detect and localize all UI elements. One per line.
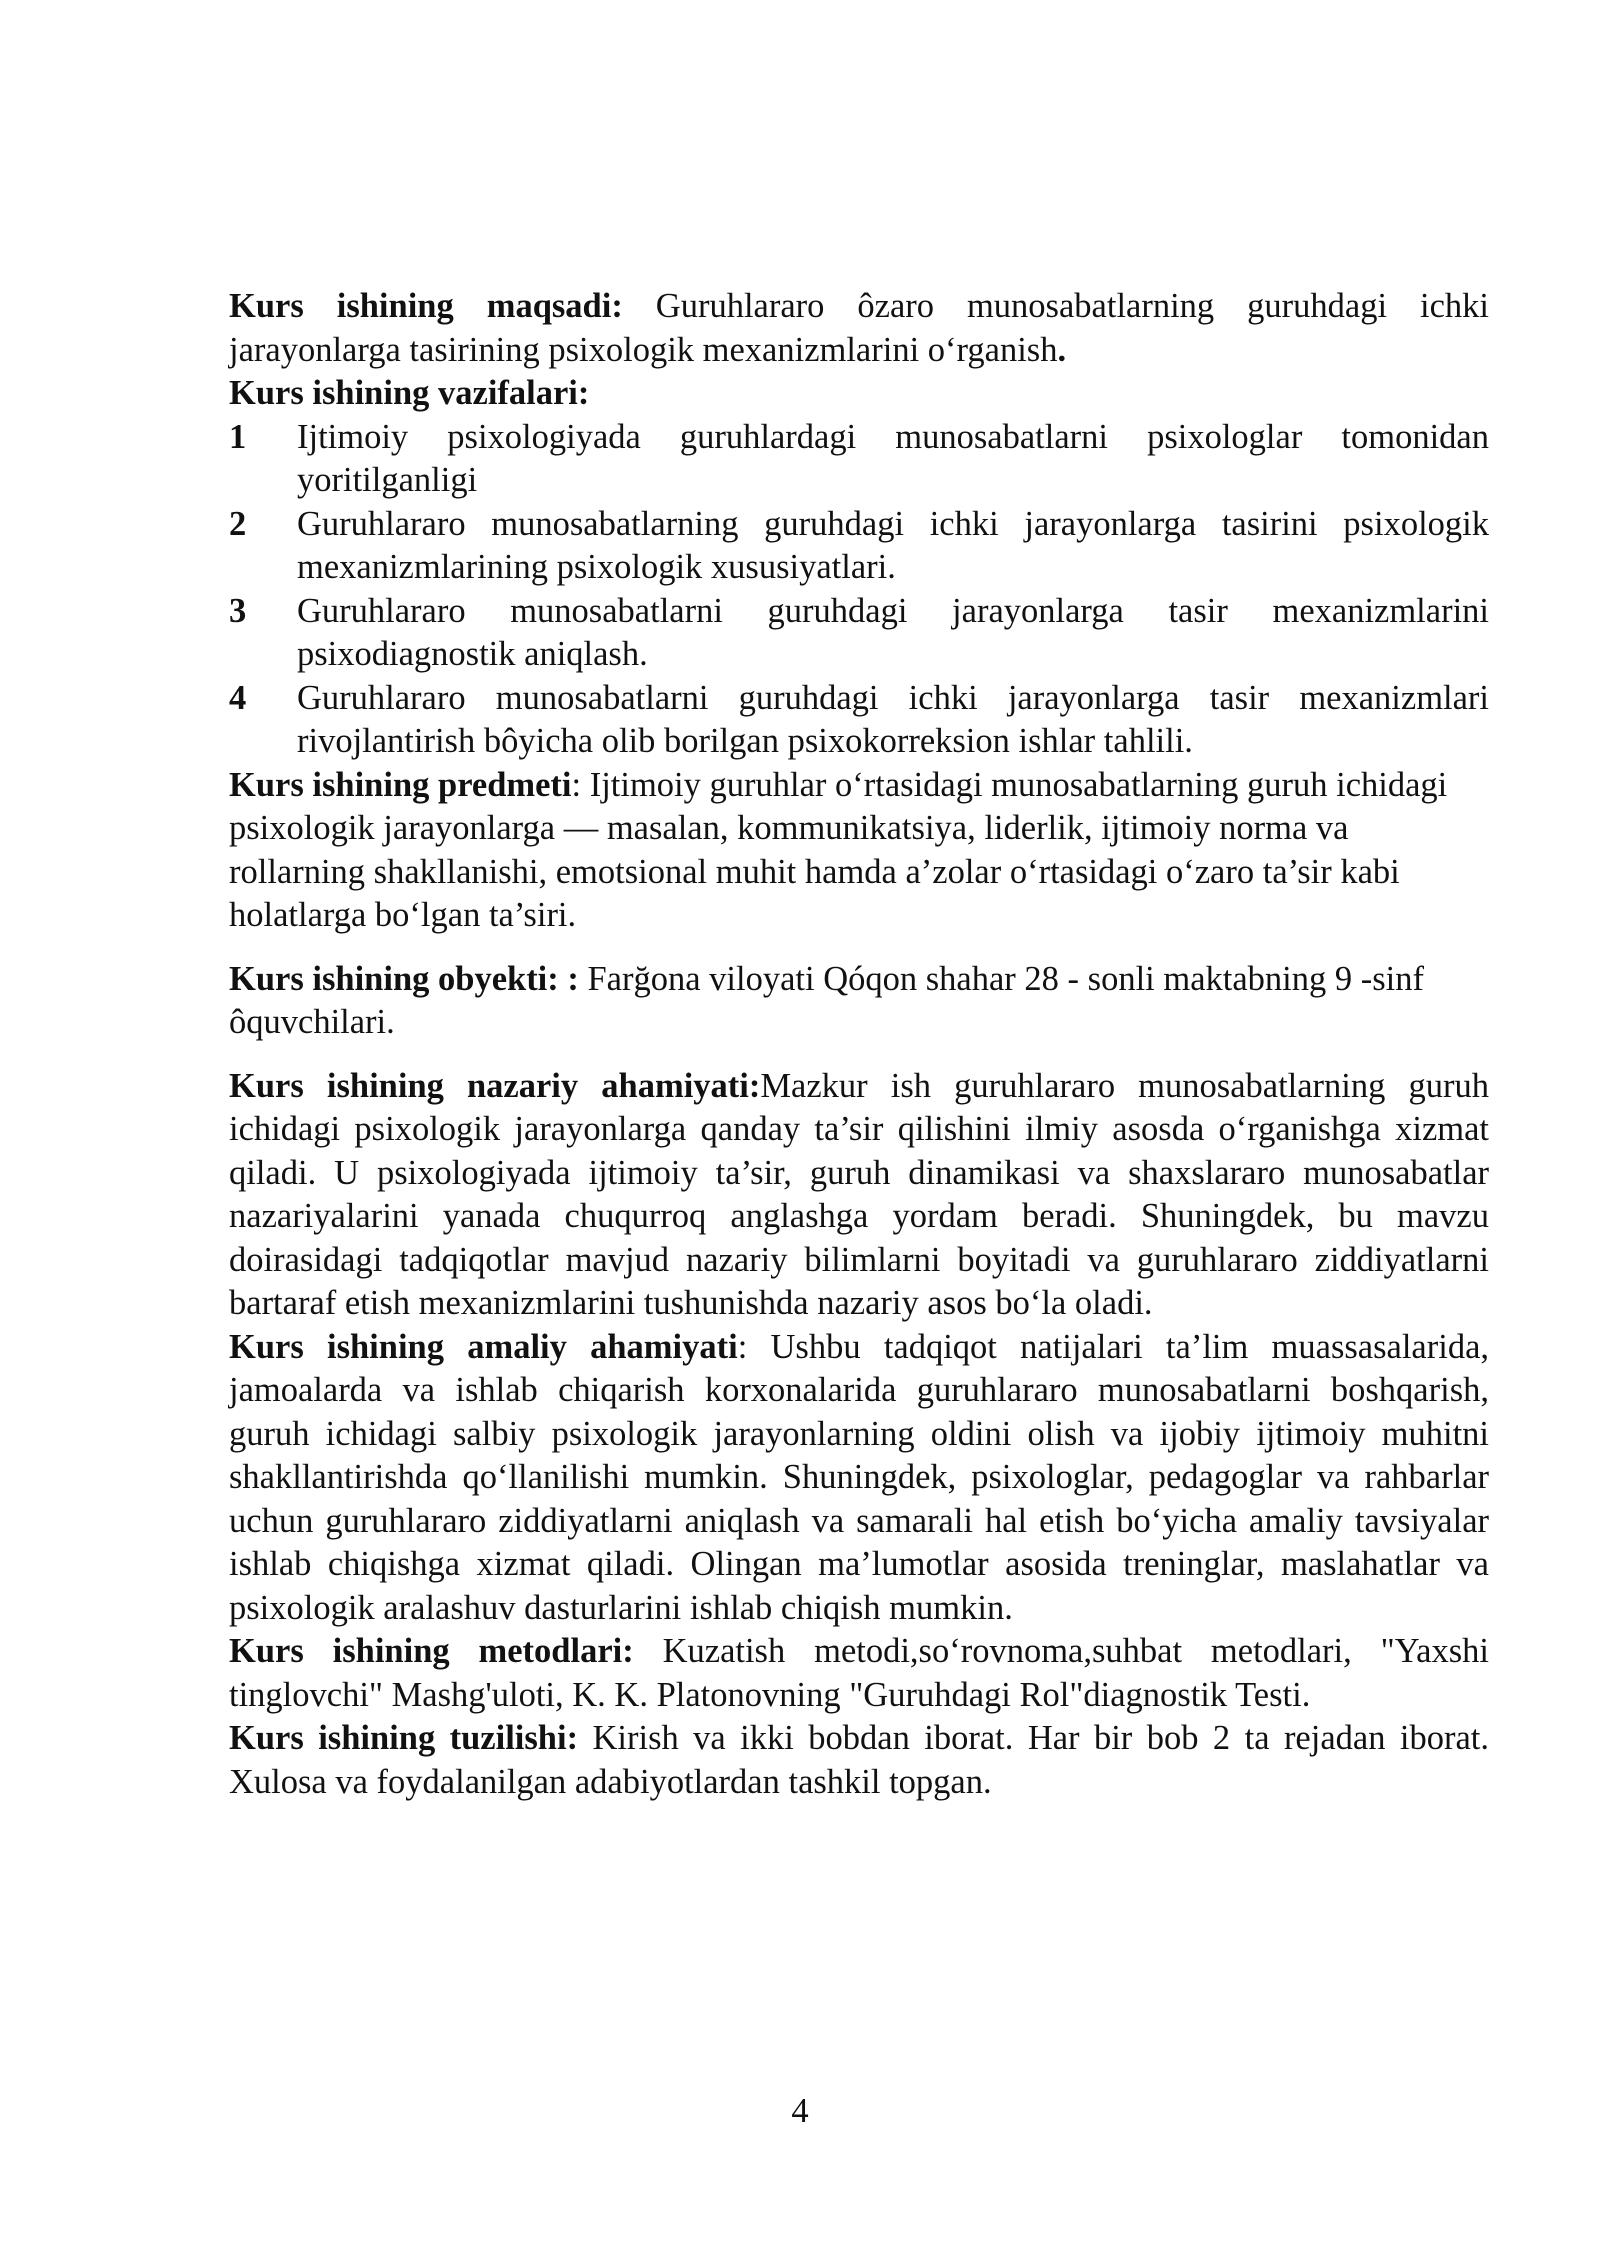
task-text: Guruhlararo munosabatlarni guruhdagi jarayonlarga tasir mexanizmlarini psixodiagnostik aniqlash. xyxy=(297,591,1489,673)
methods-text: Kuzatish metodi,so‘rovnoma,suhbat metodlari, "Yaxshi tinglovchi" Mashg'uloti, K. K. Platonovning "Guruhdagi Rol"diagnostik Testi. xyxy=(229,1632,1489,1714)
theory-paragraph xyxy=(229,1065,1489,1326)
practice-text: : Ushbu tadqiqot natijalari ta’lim muassasalarida, jamoalarda va ishlab chiqarish korxonalarida guruhlararo munosabatlarni boshqarish, guruh ichidagi salbiy psixologik jarayonlarning oldini olish va ijobiy ijtimoiy muhitni shakllantirishda qo‘llanilishi mumkin. Shuningdek, psixologlar, pedagoglar va rahbarlar uchun guruhlararo ziddiyatlarni aniqlash va samarali hal etish bo‘yicha amaliy tavsiyalar ishlab chiqishga xizmat qiladi. Olingan ma’lumotlar asosida treninglar, maslahatlar va psixologik aralashuv dasturlarini ishlab chiqish mumkin. xyxy=(229,1327,1490,1627)
purpose-paragraph xyxy=(229,285,1489,372)
document-page xyxy=(229,285,1489,1804)
object-paragraph xyxy=(229,958,1489,1045)
purpose-label: Kurs ishining maqsadi: xyxy=(229,287,623,325)
structure-label: Kurs ishining tuzilishi: xyxy=(229,1719,579,1757)
task-number: 2 xyxy=(229,504,247,543)
methods-label: Kurs ishining metodlari: xyxy=(229,1632,634,1670)
subject-text: : Ijtimoiy guruhlar o‘rtasidagi munosabatlarning guruh ichidagi psixologik jarayonlarga — masalan, kommunikatsiya, liderlik, ijtimoiy norma va rollarning shakllanishi, emotsional muhit hamda a’zolar o‘rtasidagi o‘zaro ta’sir kabi holatlarga bo‘lgan ta’siri. xyxy=(229,765,1448,934)
task-number: 3 xyxy=(229,591,247,630)
theory-label: Kurs ishining nazariy ahamiyati: xyxy=(229,1066,761,1105)
subject-paragraph xyxy=(229,764,1489,938)
theory-text: Mazkur ish guruhlararo munosabatlarning guruh ichidagi psixologik jarayonlarga qanday ta’sir qilishini ilmiy asosda o‘rganishga xizmat qiladi. U psixologiyada ijtimoiy ta’sir, guruh dinamikasi va shaxslararo munosabatlar nazariyalarini yanada chuqurroq anglashga yordam beradi. Shuningdek, bu mavzu doirasidagi tadqiqotlar mavjud nazariy bilimlarni boyitadi va guruhlararo ziddiyatlarni bartaraf etish mexanizmlarini tushunishda nazariy asos bo‘la oladi. xyxy=(229,1066,1489,1322)
page-number: 4 xyxy=(791,2092,809,2130)
purpose-end: . xyxy=(1057,330,1067,369)
purpose-text: Guruhlararo ôzaro munosabatlarning guruhdagi ichki jarayonlarga tasirining psixologik mexanizmlarini o‘rganish xyxy=(229,287,1489,369)
subject-label: Kurs ishining predmeti xyxy=(229,765,572,804)
task-item xyxy=(229,590,1489,677)
object-label: Kurs ishining obyekti: : xyxy=(229,959,579,998)
task-text: Guruhlararo munosabatlarni guruhdagi ichki jarayonlarga tasir mexanizmlari rivojlantirish bôyicha olib borilgan psixokorreksion ishlar tahlili. xyxy=(297,678,1489,760)
tasks-label: Kurs ishining vazifalari: xyxy=(229,374,590,412)
task-number: 1 xyxy=(229,417,247,456)
task-text: Ijtimoiy psixologiyada guruhlardagi munosabatlarni psixologlar tomonidan yoritilganligi xyxy=(297,417,1489,499)
structure-paragraph xyxy=(229,1717,1489,1804)
practice-paragraph xyxy=(229,1326,1489,1631)
task-item xyxy=(229,416,1489,503)
task-item xyxy=(229,677,1489,764)
methods-paragraph xyxy=(229,1630,1489,1717)
task-number: 4 xyxy=(229,678,247,717)
tasks-heading xyxy=(229,372,1489,416)
tasks-list xyxy=(229,416,1489,764)
practice-label: Kurs ishining amaliy ahamiyati xyxy=(229,1327,738,1366)
task-item xyxy=(229,503,1489,590)
task-text: Guruhlararo munosabatlarning guruhdagi ichki jarayonlarga tasirini psixologik mexanizmlarining psixologik xususiyatlari. xyxy=(297,504,1489,586)
structure-text: Kirish va ikki bobdan iborat. Har bir bob 2 ta rejadan iborat. Xulosa va foydalanilgan adabiyotlardan tashkil topgan. xyxy=(229,1719,1489,1801)
object-text: Farğona viloyati Qóqon shahar 28 - sonli maktabning 9 -sinf ôquvchilari. xyxy=(229,959,1424,1041)
